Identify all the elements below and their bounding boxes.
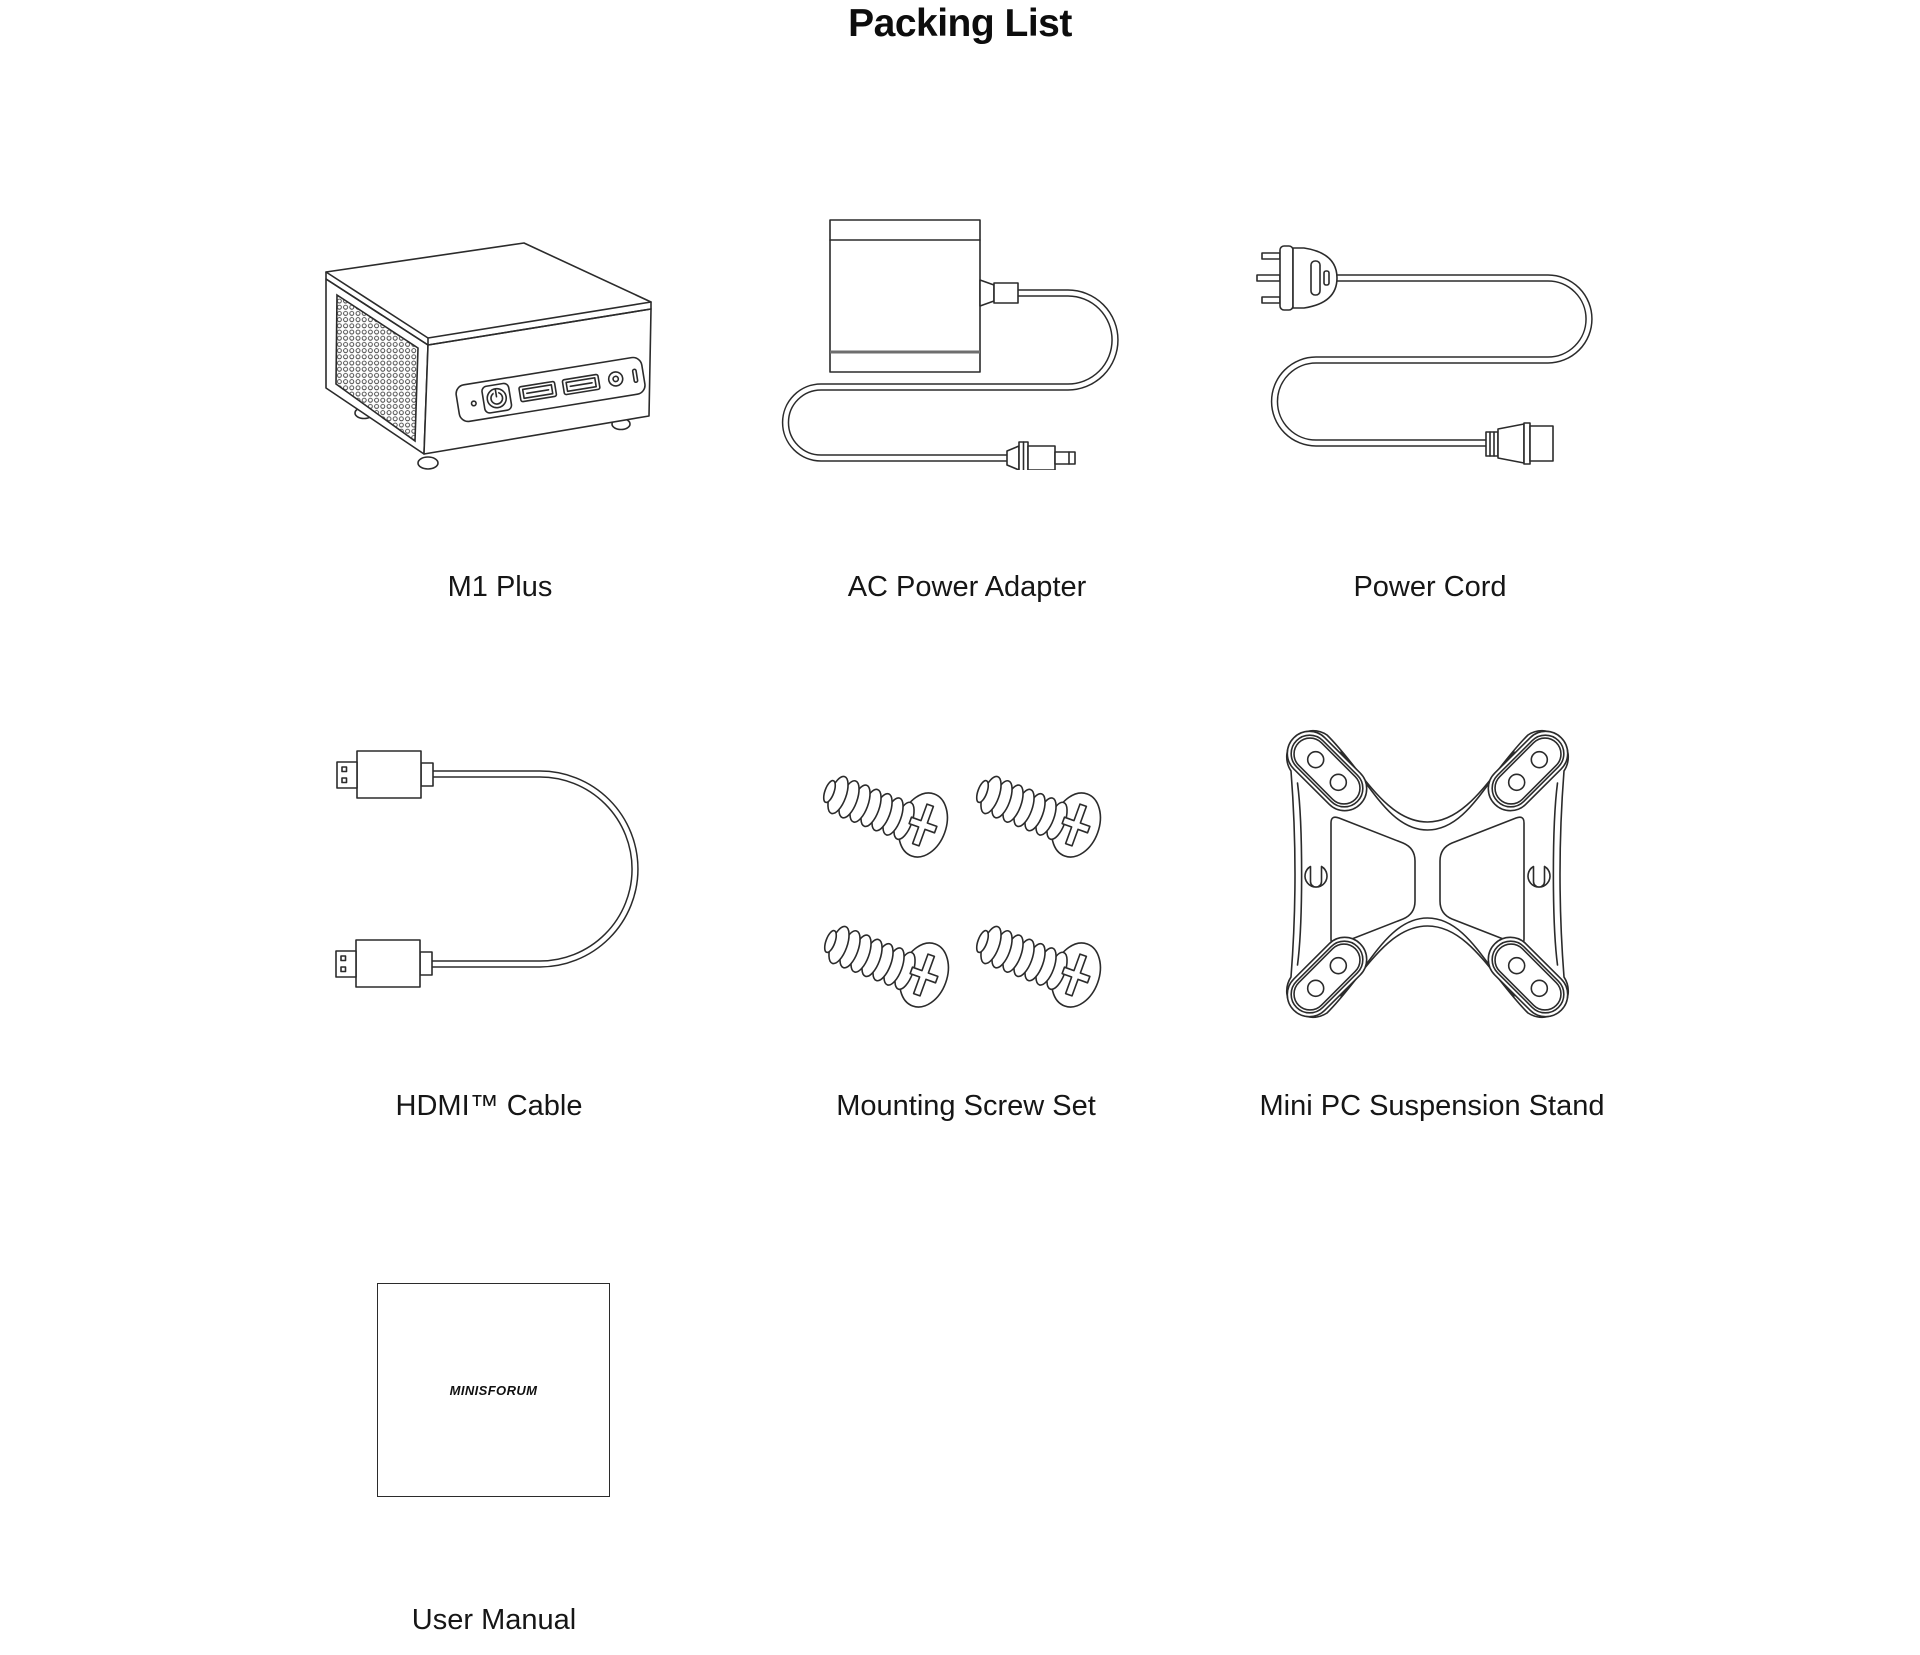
strain-relief bbox=[980, 280, 994, 306]
item-label-user-manual: User Manual bbox=[411, 1604, 577, 1636]
wall-plug-icon bbox=[1257, 246, 1337, 310]
dc-plug-icon bbox=[1007, 442, 1075, 470]
hdmi-cable-illustration bbox=[325, 740, 665, 1010]
screw-icon bbox=[974, 924, 1109, 1014]
hdmi-connector-icon bbox=[337, 751, 433, 798]
adapter-body bbox=[830, 220, 980, 372]
screw-icon bbox=[974, 774, 1109, 864]
iec-connector-icon bbox=[1486, 423, 1553, 464]
item-label-mounting-screws: Mounting Screw Set bbox=[836, 1090, 1096, 1122]
screw-icon bbox=[821, 774, 956, 864]
item-label-m1-plus: M1 Plus bbox=[447, 571, 553, 603]
minisforum-logo: MINISFORUM bbox=[449, 1382, 538, 1398]
user-manual-illustration bbox=[377, 1283, 610, 1497]
ac-power-adapter-illustration bbox=[640, 170, 1140, 470]
power-cord-illustration bbox=[1240, 230, 1610, 475]
page-title: Packing List bbox=[848, 2, 1072, 45]
mounting-screws-illustration bbox=[805, 750, 1115, 1015]
item-label-suspension-stand: Mini PC Suspension Stand bbox=[1259, 1090, 1605, 1122]
hdmi-connector-icon bbox=[336, 940, 432, 987]
item-label-hdmi-cable: HDMI™ Cable bbox=[395, 1090, 583, 1122]
mini-pc-illustration bbox=[324, 236, 664, 476]
screw-icon bbox=[822, 924, 957, 1014]
item-label-power-cord: Power Cord bbox=[1353, 571, 1507, 603]
item-label-ac-power-adapter: AC Power Adapter bbox=[847, 571, 1087, 603]
suspension-stand-illustration bbox=[1285, 725, 1570, 1025]
